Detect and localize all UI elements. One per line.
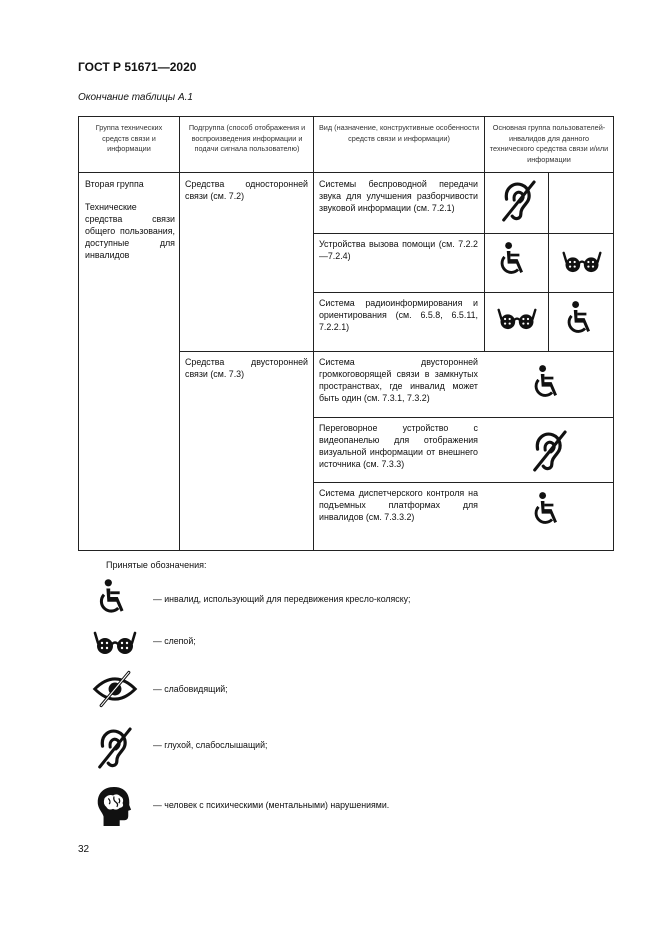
row-divider [314,417,614,418]
table-border-bottom [78,550,614,551]
row-divider [314,482,614,483]
subgroup-label: Средства двусторонней связи (см. 7.3) [185,357,308,379]
blind-glasses-icon [561,251,603,273]
legend-title: Принятые обозначения: [106,560,207,570]
icon-split-divider [548,173,549,351]
column-divider [313,116,314,551]
subgroup-label: Средства односторонней связи (см. 7.2) [185,179,308,201]
group-title: Вторая группа [85,179,144,189]
legend-item-text: — глухой, слабослышащий; [153,740,268,750]
deaf-icon [94,726,132,770]
subgroup-divider [180,351,614,352]
table-caption: Окончание таблицы А.1 [78,92,193,103]
table-border-right [613,116,614,551]
group-description: Технические средства связи общего пользования, доступные для инвалидов [85,202,175,260]
legend-item-text: — слепой; [153,636,196,646]
blind-glasses-icon [496,308,538,330]
column-divider [484,116,485,173]
data-table [78,116,614,551]
header-divider [78,172,614,173]
icon-column-divider [484,173,485,351]
column-header: Подгруппа (способ отображения и воспроизведения информации и подачи сигнала пользователю) [188,123,306,154]
kind-cell: Система радиоинформирования и ориентирования (см. 6.5.8, 6.5.11, 7.2.2.1) [319,298,478,332]
column-header: Вид (назначение, конструктивные особенности средств связи и информации) [318,123,480,143]
wheelchair-icon [530,364,566,402]
page-number: 32 [78,844,90,855]
low-vision-icon [92,670,138,708]
deaf-icon [529,430,567,472]
blind-glasses-icon [93,631,137,655]
kind-cell: Система двусторонней громкоговорящей связи в замкнутых пространствах, где инвалид может быть один (см. 7.3.1, 7.3.2) [319,357,478,403]
kind-cell: Системы беспроводной передачи звука для улучшения разборчивости звуковой информации (см. 7.2.1) [319,179,478,213]
table-border-top [78,116,614,117]
column-divider [179,116,180,551]
table-border-left [78,116,79,551]
deaf-icon [498,180,536,222]
wheelchair-icon [496,242,532,278]
legend-item-text: — инвалид, использующий для передвижения кресло-коляску; [153,594,411,604]
legend-item-text: — человек с психическими (ментальными) нарушениями. [153,800,390,810]
wheelchair-icon [563,300,599,338]
column-header: Основная группа пользователей-инвалидов для данного технического средства связи и/или информации [489,123,609,164]
kind-cell: Система диспетчерского контроля на подъемных платформах для инвалидов (см. 7.3.3.2) [319,488,478,522]
row-divider [314,233,614,234]
kind-cell: Переговорное устройство с видеопанелью для отображения визуальной информации от внешнего источника (см. 7.3.3) [319,423,478,469]
column-header: Группа технических средств связи и информации [95,123,163,154]
wheelchair-icon [95,578,133,618]
legend-item-text: — слабовидящий; [153,684,228,694]
document-number: ГОСТ Р 51671—2020 [78,60,197,74]
kind-cell: Устройства вызова помощи (см. 7.2.2—7.2.4) [319,239,478,261]
mental-disability-icon [95,784,133,828]
row-divider [314,292,614,293]
wheelchair-icon [530,491,566,529]
